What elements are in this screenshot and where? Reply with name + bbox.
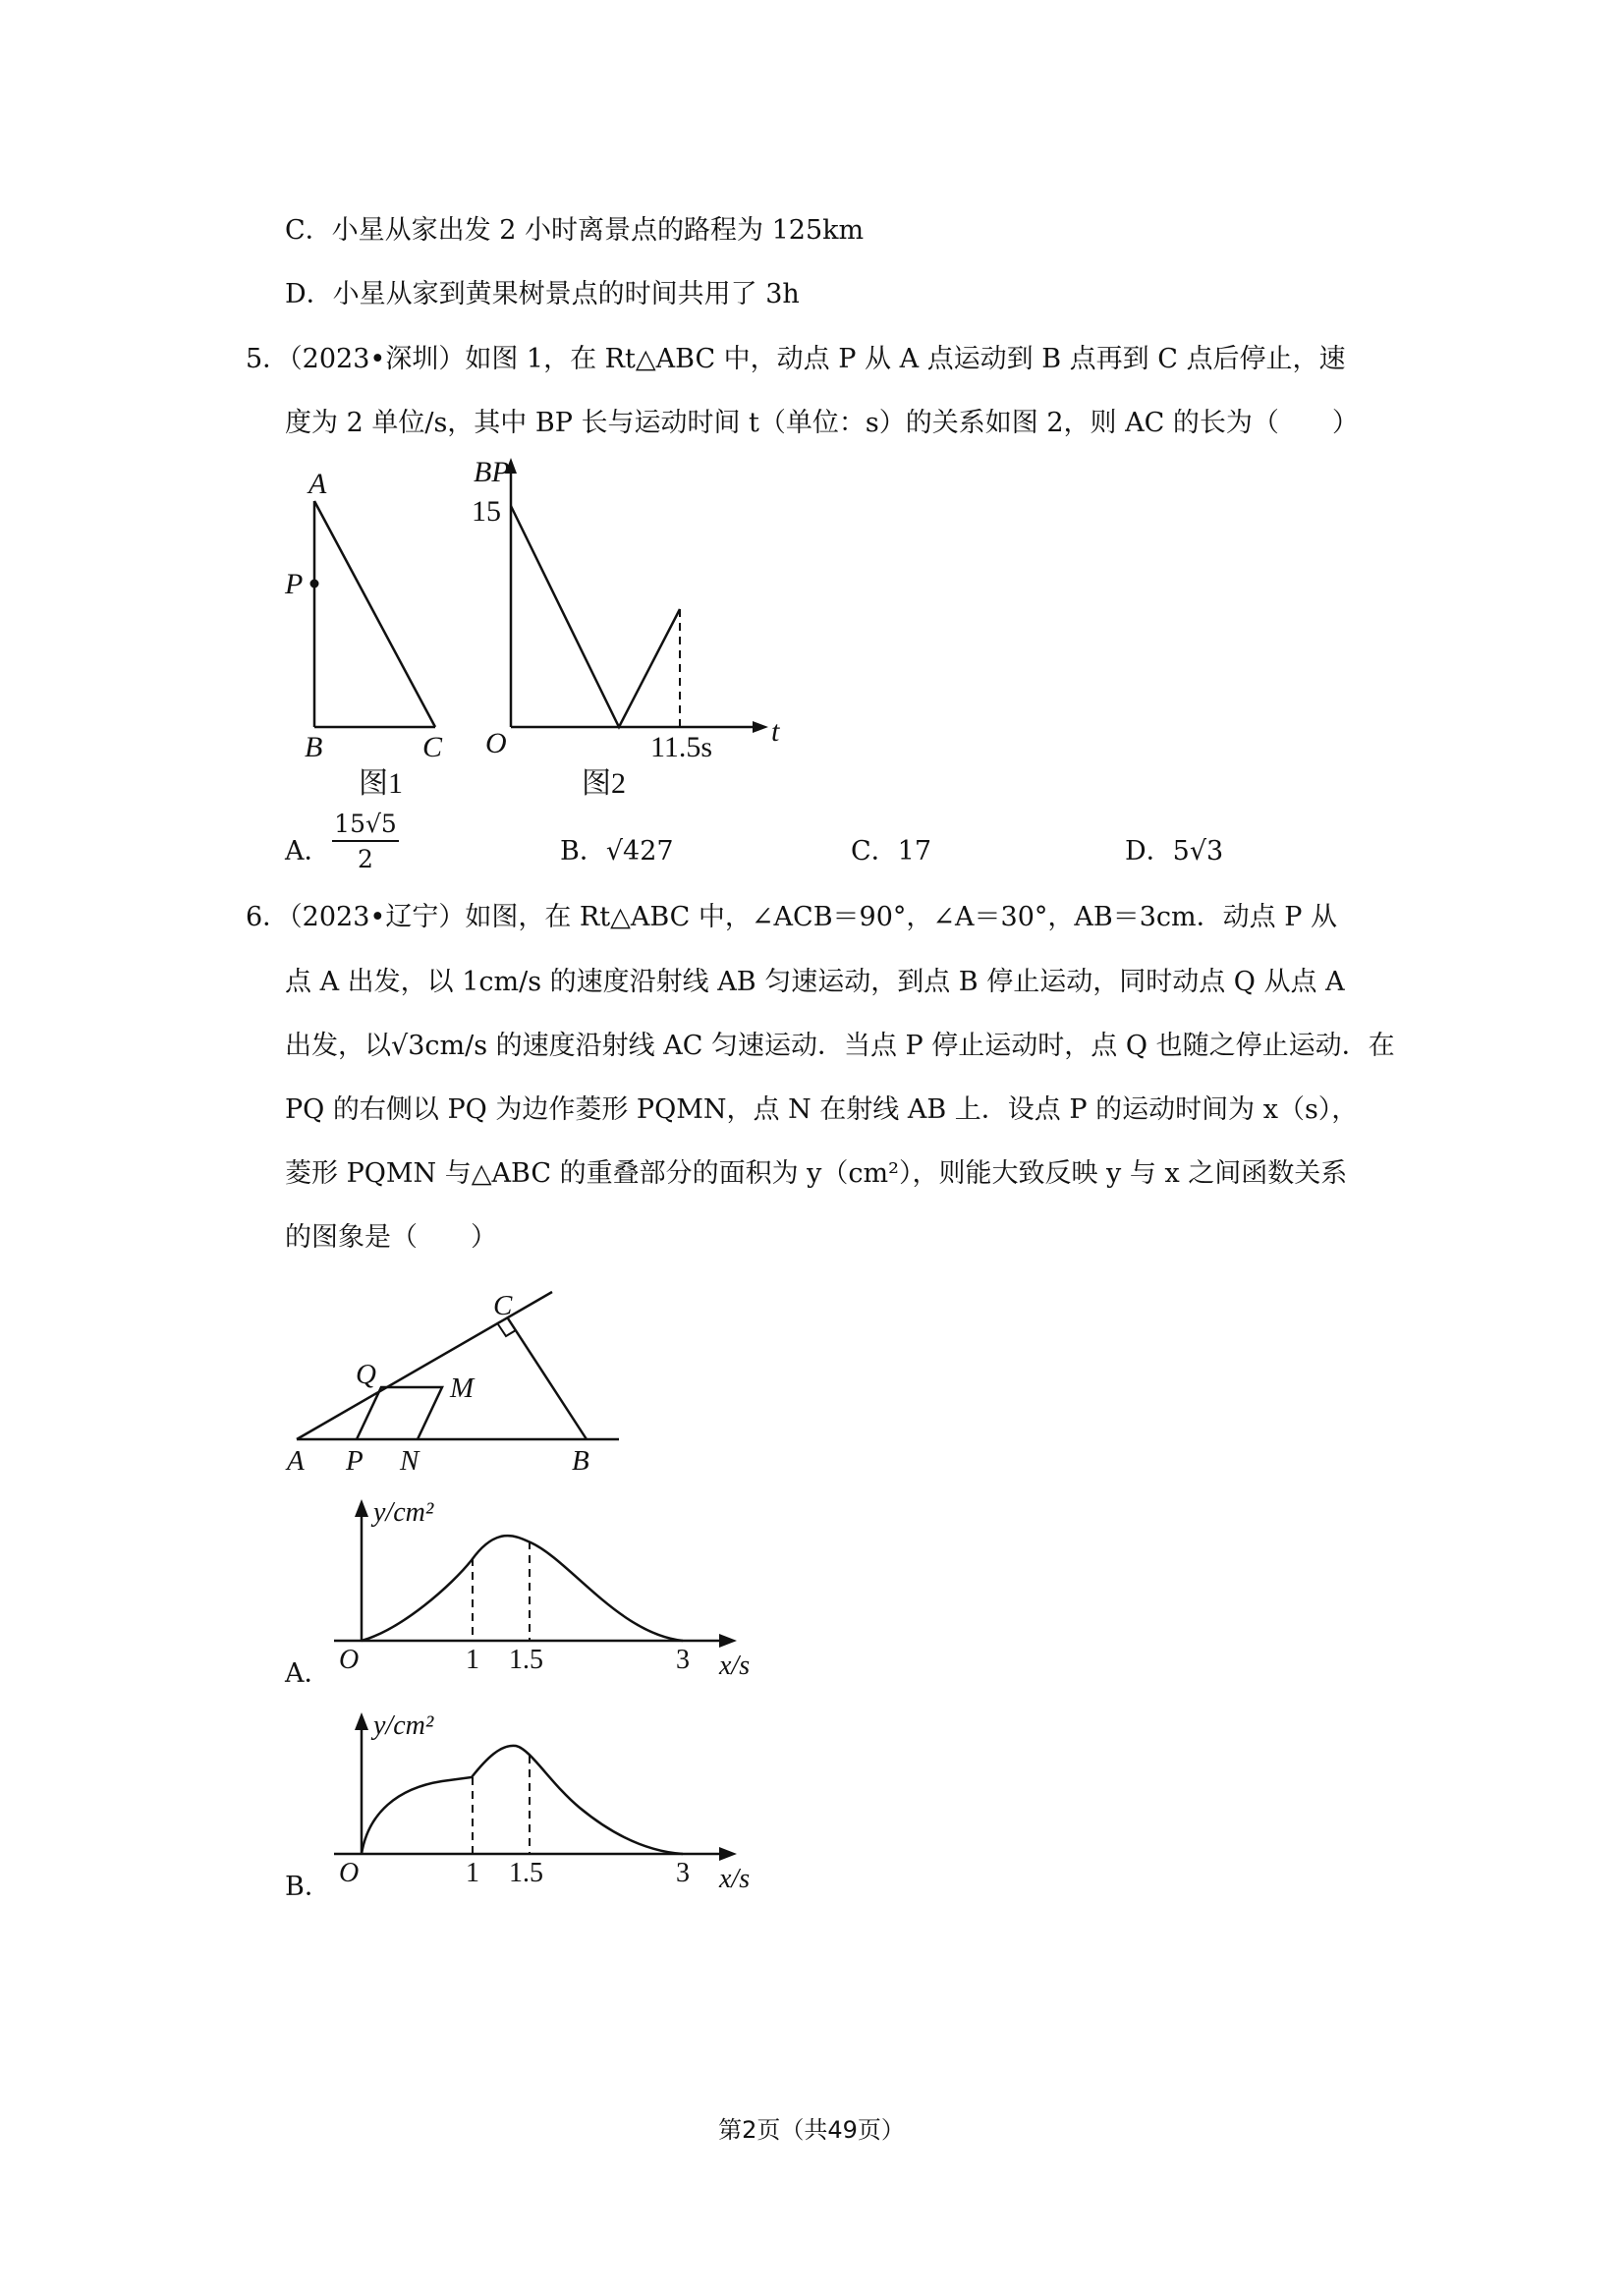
q6-geometry-figure	[275, 1277, 639, 1474]
graph-b-xlabel: x/s	[719, 1864, 751, 1894]
fig1-label-a: A	[308, 468, 327, 500]
fig1-label-b: B	[305, 731, 323, 763]
fig1-label-p: P	[285, 568, 304, 600]
q6-label-p: P	[346, 1445, 364, 1474]
q6-label-m: M	[450, 1372, 475, 1404]
graph-b-tick-1-5: 1.5	[509, 1858, 543, 1888]
option-d-line: D．小星从家到黄果树景点的时间共用了 3h	[285, 279, 800, 309]
q6-label-q: Q	[356, 1359, 376, 1390]
question-6-line-1: 6．（2023•辽宁）如图，在 Rt△ABC 中，∠ACB＝90°，∠A＝30°，AB＝3cm．动点 P 从	[246, 902, 1337, 932]
q6-graph-a	[324, 1491, 776, 1688]
fig2-xlabel: t	[771, 715, 780, 748]
q6-graph-b	[324, 1705, 776, 1901]
graph-a-xlabel: x/s	[719, 1651, 751, 1681]
q5-option-c: C．17	[851, 836, 932, 867]
graph-a-ylabel: y/cm²	[373, 1497, 434, 1528]
graph-a-tick-1: 1	[466, 1645, 479, 1675]
graph-a-tick-3: 3	[676, 1645, 690, 1675]
option-c-line: C．小星从家出发 2 小时离景点的路程为 125km	[285, 215, 865, 246]
fig2-caption: 图2	[582, 767, 626, 800]
fig1-label-c: C	[422, 731, 443, 763]
graph-a-tick-1-5: 1.5	[509, 1645, 543, 1675]
q6-label-n: N	[400, 1445, 420, 1474]
graph-b-tick-1: 1	[466, 1858, 479, 1888]
fig2-tick-15: 15	[472, 495, 501, 528]
q5-option-d: D．5√3	[1125, 836, 1224, 867]
page-footer: 第2页（共49页）	[718, 2116, 905, 2144]
q6-option-b-letter: B．	[285, 1872, 331, 1902]
q5-option-a-letter: A．	[285, 836, 331, 867]
graph-a-origin: O	[339, 1645, 360, 1675]
question-6-line-4: PQ 的右侧以 PQ 为边作菱形 PQMN，点 N 在射线 AB 上．设点 P 的运动时间为 x（s），	[285, 1094, 1359, 1125]
q6-label-b: B	[572, 1445, 589, 1474]
q6-option-a-letter: A．	[285, 1658, 331, 1689]
question-6-line-6: 的图象是（ ）	[285, 1222, 497, 1253]
question-6-line-2: 点 A 出发，以 1cm/s 的速度沿射线 AB 匀速运动，到点 B 停止运动，同时动点 Q 从点 A	[285, 967, 1345, 997]
question-6-line-5: 菱形 PQMN 与△ABC 的重叠部分的面积为 y（cm²），则能大致反映 y 与 x 之间函数关系	[285, 1158, 1348, 1189]
fraction-denominator: 2	[358, 845, 373, 873]
question-5-line-2: 度为 2 单位/s，其中 BP 长与运动时间 t（单位：s）的关系如图 2，则 AC 的长为（ ）	[285, 408, 1359, 438]
q5-figure-1	[275, 462, 472, 806]
fraction-numerator: 15√5	[334, 810, 397, 838]
graph-b-tick-3: 3	[676, 1858, 690, 1888]
fig2-origin: O	[485, 727, 507, 759]
q5-option-a-fraction	[330, 812, 401, 871]
question-6-line-3: 出发，以√3cm/s 的速度沿射线 AC 匀速运动．当点 P 停止运动时，点 Q 也随之停止运动．在	[285, 1031, 1395, 1061]
fig1-caption: 图1	[359, 767, 403, 800]
q6-label-c: C	[493, 1290, 513, 1321]
q6-label-a: A	[287, 1445, 305, 1474]
graph-b-ylabel: y/cm²	[373, 1710, 434, 1741]
graph-b-origin: O	[339, 1858, 360, 1888]
question-5-line-1: 5．（2023•深圳）如图 1，在 Rt△ABC 中，动点 P 从 A 点运动到 B 点再到 C 点后停止，速	[246, 344, 1346, 374]
q5-figure-2	[462, 452, 806, 806]
fig2-tick-11-5: 11.5s	[650, 731, 713, 763]
fig2-ylabel: BP	[474, 456, 510, 488]
q5-option-b: B．√427	[560, 836, 674, 867]
